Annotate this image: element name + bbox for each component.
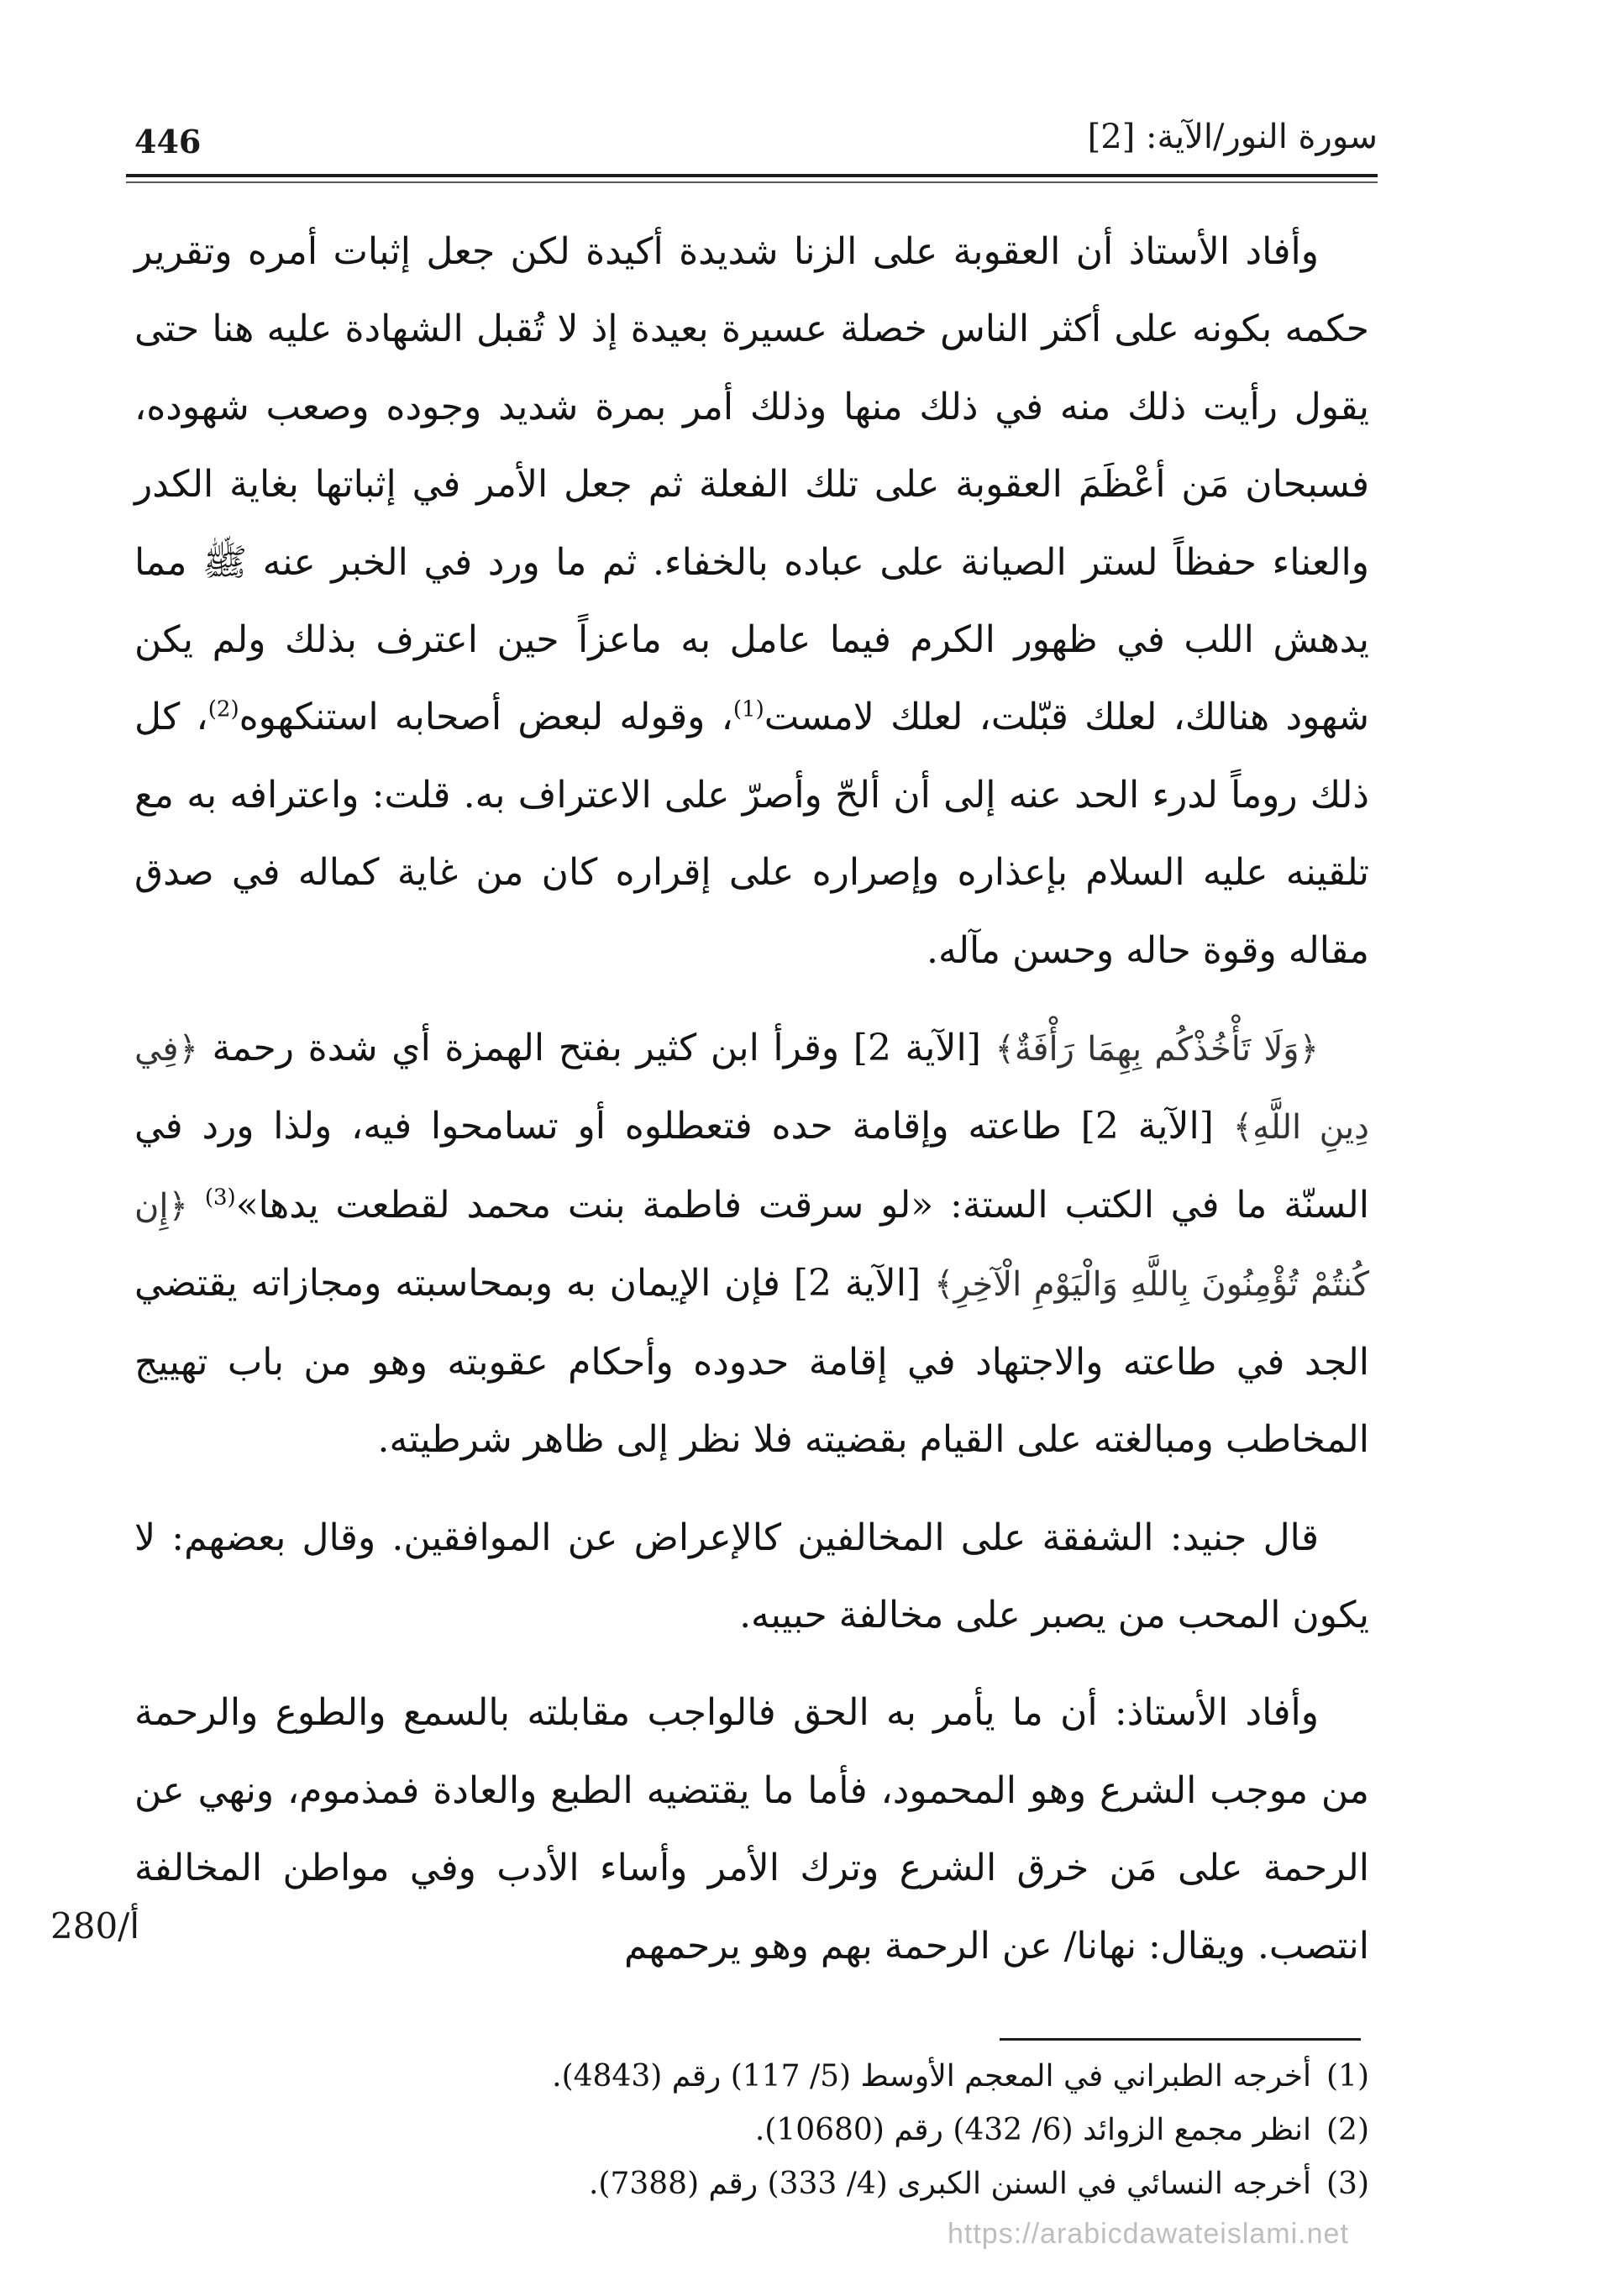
footnote-separator: [1000, 2038, 1361, 2041]
footnote-number: (2): [1326, 2113, 1369, 2147]
footnote-ref-2[interactable]: (2): [207, 696, 239, 722]
page-number: 446: [134, 123, 202, 160]
footnote-1: [420, 2050, 1369, 2104]
paragraph-1-text-c: ، كل ذلك روماً لدرء الحد عنه إلى أن ألحّ وأصرّ على الاعتراف به. قلت: واعترافه به مع تلقينه عليه السلام بإعذاره وإصراره على إقراره كان من غاية كماله في صدق مقاله وقوة حاله وحسن مآله.: [134, 696, 1369, 972]
body-text: [134, 213, 1369, 1985]
paragraph-1: [134, 213, 1369, 990]
header-rule-thin: [126, 181, 1378, 183]
quran-verse-1: ﴿وَلَا تَأْخُذْكُم بِهِمَا رَأْفَةٌ﴾: [995, 1030, 1320, 1069]
footnote-2: [420, 2104, 1369, 2157]
paragraph-2-text-a: [الآية 2] وقرأ ابن كثير بفتح الهمزة أي شدة رحمة: [197, 1027, 995, 1070]
paragraph-2: [134, 1010, 1369, 1479]
paragraph-1-text-b: ، وقوله لبعض أصحابه استنكهوه: [239, 696, 733, 739]
footnote-number: (3): [1326, 2167, 1369, 2201]
footnote-number: (1): [1326, 2059, 1369, 2094]
folio-margin-note: 280/أ: [50, 1905, 139, 1947]
paragraph-3: قال جنيد: الشفقة على المخالفين كالإعراض عن الموافقين. وقال بعضهم: لا يكون المحب من يصبر على مخالفة حبيبه.: [134, 1516, 1369, 1637]
paragraph-2-text-c: [188, 1184, 205, 1227]
footnote-ref-3[interactable]: (3): [204, 1185, 236, 1211]
watermark-url: https://arabicdawateislami.net: [948, 2218, 1349, 2250]
quran-verse-3: ﴿إِن كُنتُمْ تُؤْمِنُونَ بِاللَّهِ وَالْيَوْمِ الْآخِرِ﴾: [134, 1186, 1370, 1305]
footnote-text: أخرجه النسائي في السنن الكبرى (4/ 333) رقم (7388).: [588, 2167, 1311, 2201]
footnote-ref-1[interactable]: (1): [732, 696, 764, 722]
paragraph-1-text-a: وأفاد الأستاذ أن العقوبة على الزنا شديدة أكيدة لكن جعل إثبات أمره وتقرير حكمه بكونه على أكثر الناس خصلة عسيرة بعيدة إذ لا تُقبل الشهادة عليه هنا حتى يقول رأيت ذلك منه في ذلك منها وذلك أمر بمرة شديد وجوده وصعب شهوده، فسبحان مَن أعْظَمَ العقوبة على تلك الفعلة ثم جعل الأمر في إثباتها بغاية الكدر والعناء حفظاً لستر الصيانة على عباده بالخفاء. ثم ما ورد في الخبر عنه ﷺ مما يدهش اللب في ظهور الكرم فيما عامل به ماعزاً حين اعترف بذلك ولم يكن شهود هنالك، لعلك قبّلت، لعلك لامست: [134, 230, 1369, 739]
paragraph-4: وأفاد الأستاذ: أن ما يأمر به الحق فالواجب مقابلته بالسمع والطوع والرحمة من موجب الشرع وهو المحمود، فأما ما يقتضيه الطبع والعادة فمذموم، ونهي عن الرحمة على مَن خرق الشرع وترك الأمر وأساء الأدب وفي مواطن المخالفة انتصب. ويقال: نهانا/ عن الرحمة بهم وهو يرحمهم: [134, 1691, 1369, 1968]
running-header: [126, 118, 1378, 166]
paragraph-2-text-b: [الآية 2] طاعته وإقامة حده فتعطلوه أو تسامحوا فيه، ولذا ورد في السنّة ما في الكتب الستة: «لو سرقت فاطمة بنت محمد لقطعت يدها»: [134, 1105, 1369, 1227]
footnote-3: [420, 2157, 1369, 2211]
paragraph-2-text-d: [الآية 2] فإن الإيمان به وبمحاسبته ومجازاته يقتضي الجد في طاعته والاجتهاد في إقامة حدوده وأحكام عقوبته وهو من باب تهييج المخاطب ومبالغته على القيام بقضيته فلا نظر إلى ظاهر شرطيته.: [134, 1262, 1369, 1462]
header-rule-thick: [126, 174, 1378, 177]
running-title: سورة النور/الآية: [2]: [1087, 118, 1378, 156]
quran-verse-2: ﴿فِي دِينِ اللَّهِ﴾: [134, 1030, 1369, 1148]
footnotes: [420, 2050, 1369, 2211]
footnote-text: أخرجه الطبراني في المعجم الأوسط (5/ 117) رقم (4843).: [552, 2059, 1311, 2094]
footnote-text: انظر مجمع الزوائد (6/ 432) رقم (10680).: [754, 2113, 1311, 2147]
